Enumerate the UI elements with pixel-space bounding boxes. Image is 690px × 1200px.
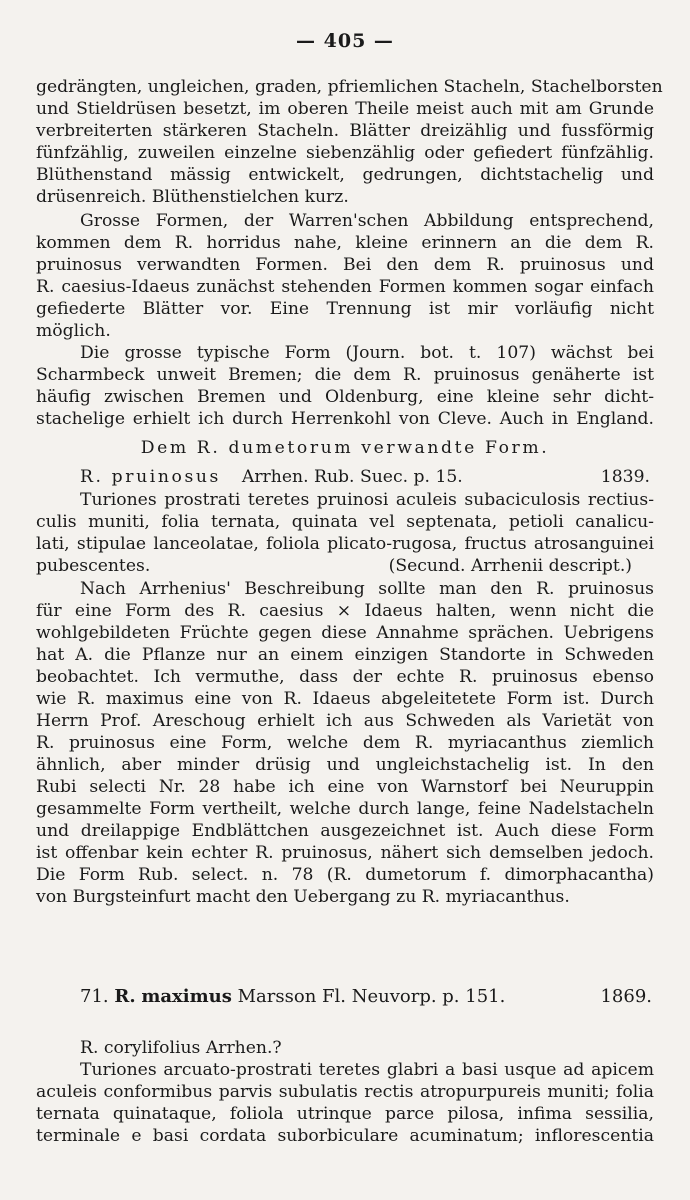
description-source-note: (Secund. Arrhenii descript.) [388, 556, 632, 576]
text-line: ist offenbar kein echter R. pruinosus, nähert sich demselben jedoch. [36, 843, 654, 863]
text-line: fünfzählig, zuweilen einzelne siebenzählig oder gefiedert fünfzählig. [36, 143, 654, 163]
text-line: hat A. die Pflanze nur an einem einzigen Standorte in Schweden [36, 645, 654, 665]
text-line: gedrängten, ungleichen, graden, pfriemlichen Stacheln, Stachelborsten [36, 77, 663, 97]
text-line: wohlgebildeten Früchte gegen diese Annahme sprächen. Uebrigens [36, 623, 654, 643]
text-line: beobachtet. Ich vermuthe, dass der echte R. pruinosus ebenso [36, 667, 654, 687]
text-line: lati, stipulae lanceolatae, foliola plicato-rugosa, fructus atrosanguinei [36, 534, 654, 554]
section-heading: Dem R. dumetorum verwandte Form. [140, 438, 550, 458]
text-line: pruinosus verwandten Formen. Bei den dem R. pruinosus und [36, 255, 654, 275]
entry-citation: Marsson Fl. Neuvorp. p. 151. [237, 986, 506, 1007]
synonym-line: R. corylifolius Arrhen.? [80, 1038, 282, 1058]
entry-genus: R. [114, 986, 136, 1007]
text-line: für eine Form des R. caesius × Idaeus halten, wenn nicht die [36, 601, 654, 621]
text-line: Die Form Rub. select. n. 78 (R. dumetorum f. dimorphacantha) [36, 865, 654, 885]
text-line [36, 555, 632, 577]
text-line: aculeis conformibus parvis subulatis rectis atropurpureis muniti; folia [36, 1082, 654, 1102]
text-line: drüsenreich. Blüthenstielchen kurz. [36, 187, 349, 207]
species-name: R. pruinosus [80, 467, 221, 487]
text-line: culis muniti, folia ternata, quinata vel septenata, petioli canalicu- [36, 512, 654, 532]
text-line: R. pruinosus eine Form, welche dem R. myriacanthus ziemlich [36, 733, 654, 753]
text-line: gefiederte Blätter vor. Eine Trennung ist mir vorläufig nicht [36, 299, 654, 319]
text-line: verbreiterten stärkeren Stacheln. Blätter dreizählig und fussförmig [36, 121, 654, 141]
text-line: Rubi selecti Nr. 28 habe ich eine von Warnstorf bei Neuruppin [36, 777, 654, 797]
species-year: 1839. [600, 467, 650, 487]
text-line: Herrn Prof. Areschoug erhielt ich aus Schweden als Varietät von [36, 711, 654, 731]
text-line: möglich. [36, 321, 111, 341]
text-line: häufig zwischen Bremen und Oldenburg, eine kleine sehr dicht- [36, 387, 654, 407]
text-line: stachelige erhielt ich durch Herrenkohl von Cleve. Auch in England. [36, 409, 654, 429]
text-line: ternata quinataque, foliola utrinque parce pilosa, infima sessilia, [36, 1104, 654, 1124]
text-line: Turiones arcuato-prostrati teretes glabri a basi usque ad apicem [80, 1060, 654, 1080]
text-line: Turiones prostrati teretes pruinosi aculeis subaciculosis rectius- [80, 490, 654, 510]
text-line: Die grosse typische Form (Journ. bot. t. 107) wächst bei [80, 343, 654, 363]
text-line: R. caesius-Idaeus zunächst stehenden Formen kommen sogar einfach [36, 277, 654, 297]
text-line: und dreilappige Endblättchen ausgezeichnet ist. Auch diese Form [36, 821, 654, 841]
text-line: gesammelte Form vertheilt, welche durch lange, feine Nadelstacheln [36, 799, 654, 819]
text-line: kommen dem R. horridus nahe, kleine erinnern an die dem R. [36, 233, 654, 253]
species-line [80, 466, 650, 488]
entry-year: 1869. [600, 986, 652, 1007]
text-line: Grosse Formen, der Warren'schen Abbildung entsprechend, [80, 211, 654, 231]
latin-last-text: pubescentes. [36, 556, 151, 576]
text-line: ähnlich, aber minder drüsig und ungleichstachelig ist. In den [36, 755, 654, 775]
text-line: von Burgsteinfurt macht den Uebergang zu R. myriacanthus. [36, 887, 570, 907]
species-citation: Arrhen. Rub. Suec. p. 15. [241, 467, 463, 487]
text-line: Nach Arrhenius' Beschreibung sollte man den R. pruinosus [80, 579, 654, 599]
text-line: Blüthenstand mässig entwickelt, gedrungen, dichtstachelig und [36, 165, 654, 185]
text-line: wie R. maximus eine von R. Idaeus abgeleitetete Form ist. Durch [36, 689, 654, 709]
entry-species: maximus [141, 986, 232, 1007]
page-number: — 405 — [296, 30, 394, 52]
text-line: terminale e basi cordata suborbiculare acuminatum; inflorescentia [36, 1126, 654, 1146]
entry-heading [80, 986, 652, 1008]
text-line: und Stieldrüsen besetzt, im oberen Theile meist auch mit am Grunde [36, 99, 654, 119]
text-line: Scharmbeck unweit Bremen; die dem R. pruinosus genäherte ist [36, 365, 654, 385]
entry-number: 71. [80, 986, 109, 1007]
